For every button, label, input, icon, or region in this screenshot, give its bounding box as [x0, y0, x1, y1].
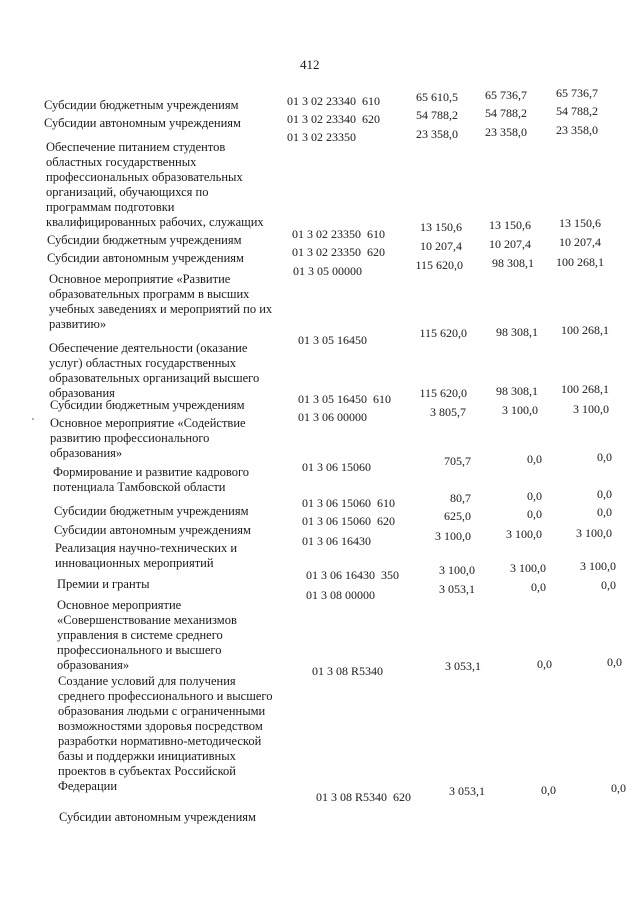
scan-speck	[32, 418, 34, 420]
row-name	[57, 577, 150, 592]
amount-year-1: 23 358,0	[416, 127, 458, 141]
amount-year-1: 3 053,1	[439, 582, 475, 596]
row-name-line: базы и поддержки инициативных	[58, 749, 236, 763]
amount-year-2: 0,0	[541, 783, 556, 797]
row-name-line: квалифицированных рабочих, служащих	[46, 215, 264, 229]
row-name-line: разработки нормативно-методической	[58, 734, 262, 748]
amount-year-2: 65 736,7	[485, 88, 527, 102]
row-name-line: учебных заведениях и мероприятий по их	[49, 302, 273, 316]
row-name-line: программам подготовки	[46, 200, 175, 214]
row-name	[44, 98, 239, 113]
row-name-line: инновационных мероприятий	[55, 556, 214, 570]
row-name-line: Субсидии автономным учреждениям	[44, 116, 241, 130]
row-name	[59, 810, 256, 825]
amount-year-1: 3 805,7	[430, 405, 466, 419]
amount-year-3: 65 736,7	[556, 86, 598, 100]
row-name	[58, 674, 272, 794]
amount-year-1: 3 053,1	[445, 659, 481, 673]
row-name-line: областных государственных	[46, 155, 197, 169]
row-name-line: Субсидии автономным учреждениям	[47, 251, 244, 265]
amount-year-3: 0,0	[597, 505, 612, 519]
amount-year-2: 0,0	[527, 489, 542, 503]
budget-classification-code: 01 3 08 R5340	[312, 664, 384, 678]
budget-classification-code: 01 3 02 23350	[287, 130, 356, 144]
amount-year-3: 3 100,0	[576, 526, 612, 540]
row-name-line: «Совершенствование механизмов	[57, 613, 237, 627]
budget-classification-code: 01 3 02 23350 620	[292, 245, 385, 259]
amount-year-2: 0,0	[531, 580, 546, 594]
amount-year-1: 3 100,0	[439, 563, 475, 577]
amount-year-3: 0,0	[597, 487, 612, 501]
row-name	[46, 140, 264, 230]
row-name-line: Субсидии бюджетным учреждениям	[44, 98, 239, 112]
amount-year-2: 98 308,1	[496, 325, 538, 339]
page-number: 412	[300, 57, 320, 72]
budget-classification-code: 01 3 08 00000	[306, 588, 375, 602]
budget-classification-code: 01 3 06 16430 350	[306, 568, 399, 582]
row-name-line: управления в системе среднего	[57, 628, 223, 642]
row-name-line: Основное мероприятие «Содействие	[50, 416, 246, 430]
budget-classification-code: 01 3 05 00000	[293, 264, 362, 278]
amount-year-2: 98 308,1	[492, 256, 534, 270]
amount-year-1: 54 788,2	[416, 108, 458, 122]
row-name-line: Обеспечение питанием студентов	[46, 140, 226, 154]
amount-year-1: 65 610,5	[416, 90, 458, 104]
row-name	[50, 398, 245, 413]
amount-year-2: 3 100,0	[506, 527, 542, 541]
row-name-line: Субсидии автономным учреждениям	[59, 810, 256, 824]
amount-year-2: 54 788,2	[485, 106, 527, 120]
row-name	[49, 341, 259, 401]
amount-year-2: 23 358,0	[485, 125, 527, 139]
row-name-line: образования»	[50, 446, 123, 460]
row-name-line: организаций, обучающихся по	[46, 185, 209, 199]
amount-year-2: 98 308,1	[496, 384, 538, 398]
amount-year-2: 0,0	[527, 452, 542, 466]
row-name-line: образования»	[57, 658, 130, 672]
amount-year-3: 13 150,6	[559, 216, 601, 230]
row-name-line: возможностями здоровья посредством	[58, 719, 263, 733]
row-name-line: развитию профессионального	[50, 431, 210, 445]
amount-year-3: 100 268,1	[561, 323, 609, 337]
amount-year-3: 54 788,2	[556, 104, 598, 118]
row-name-line: Реализация научно-технических и	[55, 541, 238, 555]
amount-year-1: 3 053,1	[449, 784, 485, 798]
row-name	[54, 523, 251, 538]
amount-year-3: 100 268,1	[561, 382, 609, 396]
amount-year-1: 10 207,4	[420, 239, 462, 253]
amount-year-3: 3 100,0	[573, 402, 609, 416]
budget-classification-code: 01 3 02 23340 620	[287, 112, 380, 126]
row-name	[47, 233, 242, 248]
amount-year-3: 100 268,1	[556, 255, 604, 269]
row-name-line: Субсидии бюджетным учреждениям	[50, 398, 245, 412]
row-name-line: Премии и гранты	[57, 577, 150, 591]
budget-classification-code: 01 3 06 15060 610	[302, 496, 395, 510]
row-name	[57, 598, 237, 673]
row-name-line: образовательных программ в высших	[49, 287, 250, 301]
row-name-line: профессиональных образовательных	[46, 170, 243, 184]
amount-year-2: 13 150,6	[489, 218, 531, 232]
row-name	[47, 251, 244, 266]
amount-year-1: 115 620,0	[419, 386, 467, 400]
budget-classification-code: 01 3 06 15060 620	[302, 514, 395, 528]
row-name-line: Основное мероприятие	[57, 598, 182, 612]
row-name-line: образования людьми с ограниченными	[58, 704, 266, 718]
row-name	[53, 465, 249, 495]
row-name-line: Основное мероприятие «Развитие	[49, 272, 231, 286]
row-name-line: Субсидии бюджетным учреждениям	[54, 504, 249, 518]
budget-classification-code: 01 3 06 15060	[302, 460, 371, 474]
budget-classification-code: 01 3 08 R5340 620	[316, 790, 412, 804]
row-name-line: развитию»	[49, 317, 107, 331]
budget-classification-code: 01 3 05 16450 610	[298, 392, 391, 406]
amount-year-3: 3 100,0	[580, 559, 616, 573]
amount-year-1: 80,7	[450, 491, 471, 505]
row-name-line: среднего профессионального и высшего	[58, 689, 273, 703]
row-name-line: образовательных организаций высшего	[49, 371, 260, 385]
amount-year-2: 3 100,0	[510, 561, 546, 575]
budget-classification-code: 01 3 06 16430	[302, 534, 371, 548]
budget-classification-code: 01 3 02 23350 610	[292, 227, 385, 241]
row-name	[49, 272, 272, 332]
row-name-line: профессионального и высшего	[57, 643, 222, 657]
amount-year-3: 0,0	[607, 655, 622, 669]
row-name-line: Создание условий для получения	[58, 674, 236, 688]
amount-year-1: 115 620,0	[419, 326, 467, 340]
row-name	[44, 116, 241, 131]
row-name-line: Субсидии автономным учреждениям	[54, 523, 251, 537]
amount-year-3: 0,0	[601, 578, 616, 592]
amount-year-1: 13 150,6	[420, 220, 462, 234]
row-name	[50, 416, 246, 461]
amount-year-1: 625,0	[444, 509, 471, 523]
budget-classification-code: 01 3 02 23340 610	[287, 94, 380, 108]
amount-year-1: 705,7	[444, 454, 471, 468]
amount-year-2: 0,0	[527, 507, 542, 521]
budget-classification-code: 01 3 05 16450	[298, 333, 367, 347]
row-name-line: Субсидии бюджетным учреждениям	[47, 233, 242, 247]
row-name	[54, 504, 249, 519]
row-name-line: Формирование и развитие кадрового	[53, 465, 250, 479]
row-name-line: проектов в субъектах Российской	[58, 764, 236, 778]
amount-year-3: 0,0	[597, 450, 612, 464]
amount-year-2: 10 207,4	[489, 237, 531, 251]
row-name-line: Обеспечение деятельности (оказание	[49, 341, 248, 355]
amount-year-3: 10 207,4	[559, 235, 601, 249]
amount-year-3: 23 358,0	[556, 123, 598, 137]
amount-year-2: 3 100,0	[502, 403, 538, 417]
budget-classification-code: 01 3 06 00000	[298, 410, 367, 424]
row-name-line: Федерации	[58, 779, 118, 793]
amount-year-3: 0,0	[611, 781, 626, 795]
row-name-line: услуг) областных государственных	[49, 356, 237, 370]
row-name	[55, 541, 237, 571]
row-name-line: потенциала Тамбовской области	[53, 480, 226, 494]
amount-year-1: 3 100,0	[435, 529, 471, 543]
amount-year-1: 115 620,0	[415, 258, 463, 272]
amount-year-2: 0,0	[537, 657, 552, 671]
row-name-line: образования	[49, 386, 115, 400]
